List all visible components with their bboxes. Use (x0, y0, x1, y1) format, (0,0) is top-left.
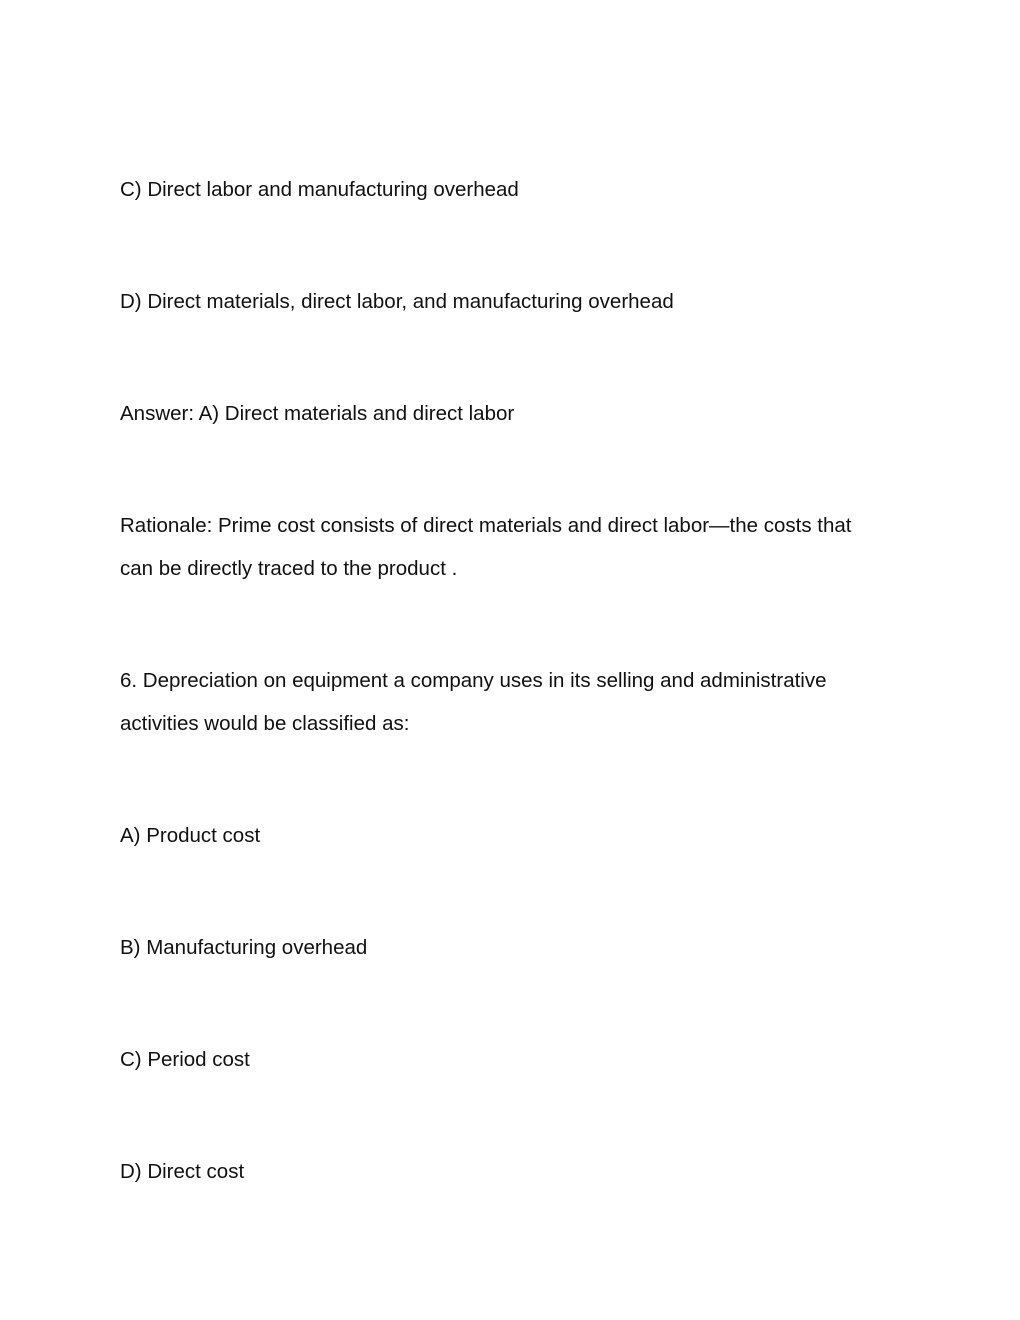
option-d-previous-question: D) Direct materials, direct labor, and manufacturing overhead (120, 290, 674, 313)
option-c-previous-question: C) Direct labor and manufacturing overhead (120, 178, 519, 201)
question-6-option-d: D) Direct cost (120, 1160, 245, 1183)
answer-previous-question: Answer: A) Direct materials and direct labor (120, 402, 515, 425)
rationale-line-1: Rationale: Prime cost consists of direct materials and direct labor—the costs that (120, 514, 852, 537)
question-6-option-a: A) Product cost (120, 824, 261, 847)
question-6-line-2: activities would be classified as: (120, 712, 410, 735)
question-6-option-c: C) Period cost (120, 1048, 250, 1071)
rationale-line-2: can be directly traced to the product . (120, 557, 458, 580)
question-6-line-1: 6. Depreciation on equipment a company uses in its selling and administrative (120, 669, 827, 692)
question-6-option-b: B) Manufacturing overhead (120, 936, 368, 959)
